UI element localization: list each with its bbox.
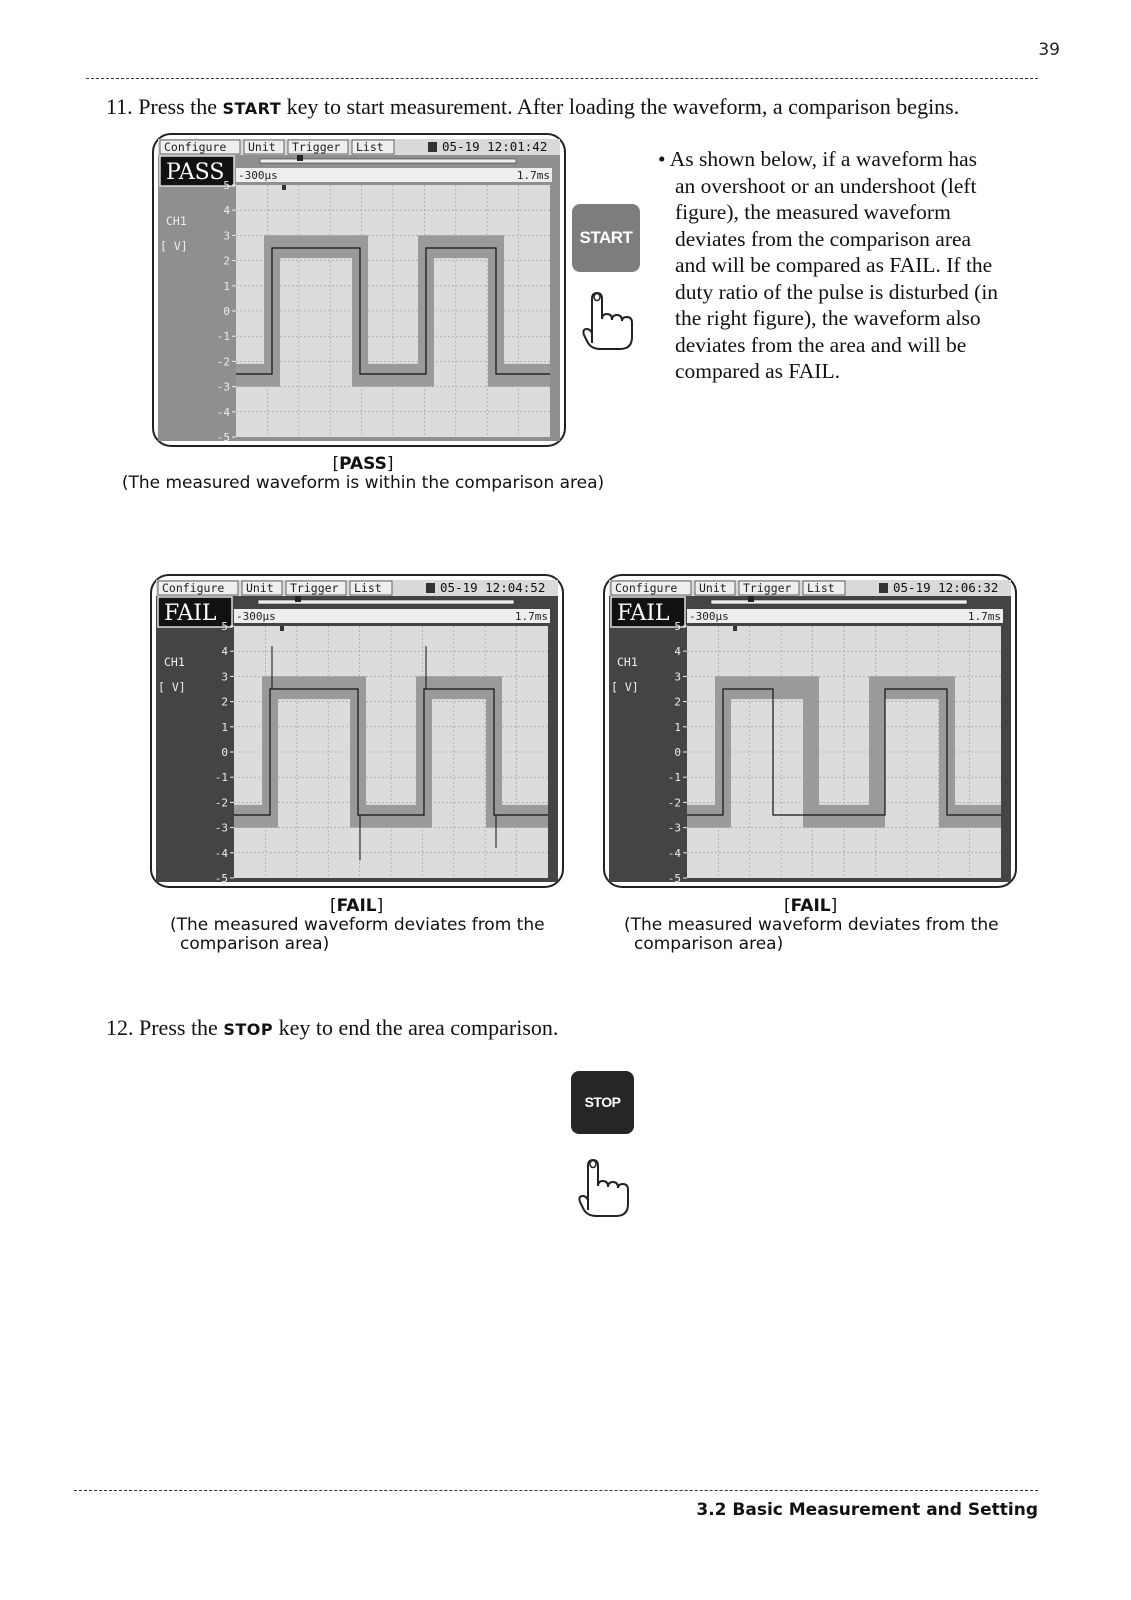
start-key[interactable]: START bbox=[572, 204, 640, 272]
time-start: -300µs bbox=[236, 610, 276, 623]
tab-label: Trigger bbox=[290, 581, 339, 595]
oscilloscope-screen bbox=[150, 574, 564, 888]
step-number: 11. bbox=[106, 94, 133, 119]
caption-description-cont: comparison area) bbox=[180, 934, 330, 954]
comparison-area-band bbox=[236, 364, 264, 387]
tab-label: List bbox=[807, 581, 835, 595]
unit-label: [ V] bbox=[611, 680, 639, 694]
oscilloscope-screen bbox=[603, 574, 1017, 888]
y-tick-label: -4 bbox=[216, 405, 230, 419]
y-tick-label: 1 bbox=[223, 279, 230, 293]
y-tick-label: 5 bbox=[223, 179, 230, 192]
time-end: 1.7ms bbox=[967, 610, 1001, 623]
comparison-area-band bbox=[955, 805, 1001, 828]
channel-label: CH1 bbox=[166, 214, 187, 228]
caption-description: (The measured waveform deviates from the bbox=[624, 915, 999, 935]
y-tick-label: 1 bbox=[674, 720, 681, 734]
y-tick-label: 3 bbox=[221, 670, 228, 684]
tab-label: List bbox=[354, 581, 382, 595]
caption-title: [PASS] bbox=[332, 454, 394, 474]
y-tick-label: 5 bbox=[674, 620, 681, 633]
status-text: PASS bbox=[166, 160, 225, 185]
fail-duty-screen bbox=[603, 574, 1017, 888]
time-end: 1.7ms bbox=[516, 169, 550, 182]
comparison-area-band bbox=[504, 364, 550, 387]
y-tick-label: 3 bbox=[674, 670, 681, 684]
y-tick-label: 0 bbox=[221, 746, 228, 759]
footer-rule bbox=[74, 1490, 1038, 1491]
y-tick-label: 2 bbox=[674, 695, 681, 709]
header-rule bbox=[86, 78, 1038, 79]
bullet-marker: • bbox=[658, 147, 666, 171]
caption-description: (The measured waveform deviates from the bbox=[170, 915, 545, 935]
stop-key[interactable]: STOP bbox=[571, 1071, 634, 1134]
bullet-line-3: figure), the measured waveform bbox=[675, 200, 951, 224]
step-12 bbox=[106, 1015, 558, 1041]
explanation-bullet bbox=[658, 146, 998, 385]
y-tick-label: -2 bbox=[667, 796, 681, 810]
y-tick-label: -4 bbox=[214, 846, 228, 860]
y-tick-label: -5 bbox=[216, 431, 230, 444]
datetime: 05-19 12:04:52 bbox=[440, 580, 546, 595]
step-number: 12. bbox=[106, 1015, 134, 1040]
y-tick-label: -2 bbox=[214, 796, 228, 810]
time-strip bbox=[236, 168, 552, 182]
stop-key-label: STOP bbox=[223, 1020, 274, 1039]
trigger-position-marker bbox=[297, 155, 303, 161]
tab-label: Trigger bbox=[743, 581, 792, 595]
bullet-line-7: the right figure), the waveform also bbox=[675, 306, 981, 330]
caption-title: [FAIL] bbox=[784, 896, 838, 916]
bullet-line-5: and will be compared as FAIL. If the bbox=[675, 253, 993, 277]
unit-label: [ V] bbox=[160, 239, 188, 253]
time-start: -300µs bbox=[689, 610, 729, 623]
bullet-line-8: deviates from the area and will be bbox=[675, 332, 967, 357]
fail-overshoot-screen bbox=[150, 574, 564, 888]
channel-label: CH1 bbox=[164, 655, 185, 669]
y-tick-label: 2 bbox=[221, 695, 228, 709]
trigger-position-marker bbox=[748, 596, 754, 602]
tab-label: List bbox=[356, 140, 384, 154]
printer-icon bbox=[879, 583, 888, 593]
comparison-area-band bbox=[687, 805, 715, 828]
oscilloscope-screen bbox=[152, 133, 566, 447]
bullet-line-2: an overshoot or an undershoot (left bbox=[675, 173, 977, 198]
y-tick-label: -5 bbox=[667, 872, 681, 885]
tab-label: Configure bbox=[164, 140, 227, 154]
unit-label: [ V] bbox=[158, 680, 186, 694]
printer-icon bbox=[428, 142, 437, 152]
channel-label: CH1 bbox=[617, 655, 638, 669]
pointing-hand-icon bbox=[574, 1152, 634, 1222]
step-text-post: key to end the area comparison. bbox=[278, 1015, 559, 1040]
status-text: FAIL bbox=[164, 601, 217, 626]
trigger-marker bbox=[280, 626, 284, 631]
y-tick-label: 5 bbox=[221, 620, 228, 633]
datetime: 05-19 12:01:42 bbox=[442, 139, 548, 154]
y-tick-label: -1 bbox=[216, 330, 230, 344]
pass-screen bbox=[152, 133, 566, 447]
comparison-area-band bbox=[366, 805, 416, 828]
y-tick-label: 4 bbox=[674, 645, 681, 659]
tab-label: Unit bbox=[246, 581, 274, 595]
caption-description-cont: comparison area) bbox=[634, 934, 784, 954]
y-tick-label: -1 bbox=[214, 771, 228, 785]
y-tick-label: 3 bbox=[223, 229, 230, 243]
time-end: 1.7ms bbox=[514, 610, 548, 623]
start-key-label: START bbox=[222, 99, 282, 118]
comparison-area-band bbox=[234, 805, 262, 828]
tab-label: Unit bbox=[248, 140, 276, 154]
bullet-line-4: deviates from the comparison area bbox=[675, 226, 972, 251]
time-start: -300µs bbox=[238, 169, 278, 182]
y-tick-label: -3 bbox=[214, 821, 228, 835]
bullet-line-1 bbox=[658, 146, 998, 173]
y-tick-label: 2 bbox=[223, 254, 230, 268]
trigger-marker bbox=[733, 626, 737, 631]
y-tick-label: 0 bbox=[223, 305, 230, 318]
pass-caption bbox=[120, 455, 606, 493]
caption-description: (The measured waveform is within the comparison area) bbox=[121, 473, 605, 493]
bullet-line-text: As shown below, if a waveform has bbox=[669, 147, 978, 171]
tab-label: Trigger bbox=[292, 140, 341, 154]
caption-title: [FAIL] bbox=[330, 896, 384, 916]
datetime: 05-19 12:06:32 bbox=[893, 580, 999, 595]
bullet-line-9: compared as FAIL. bbox=[675, 359, 840, 383]
y-tick-label: -2 bbox=[216, 355, 230, 369]
tab-label: Unit bbox=[699, 581, 727, 595]
page-number: 39 bbox=[1038, 40, 1060, 60]
comparison-area-edge bbox=[869, 676, 885, 827]
step-text-pre: Press the bbox=[139, 1015, 218, 1040]
y-tick-label: -3 bbox=[216, 380, 230, 394]
time-strip bbox=[687, 609, 1003, 623]
step-text-post: key to start measurement. After loading the waveform, a comparison begins. bbox=[286, 94, 960, 119]
y-tick-label: -3 bbox=[667, 821, 681, 835]
y-tick-label: 4 bbox=[221, 645, 228, 659]
time-strip bbox=[234, 609, 550, 623]
y-tick-label: 1 bbox=[221, 720, 228, 734]
pointing-hand-icon bbox=[578, 285, 638, 355]
tab-label: Configure bbox=[615, 581, 678, 595]
y-tick-label: -4 bbox=[667, 846, 681, 860]
fail-right-caption bbox=[624, 897, 999, 954]
y-tick-label: 4 bbox=[223, 204, 230, 218]
trigger-marker bbox=[282, 185, 286, 190]
printer-icon bbox=[426, 583, 435, 593]
tab-label: Configure bbox=[162, 581, 225, 595]
comparison-area-band bbox=[502, 805, 548, 828]
comparison-area-band bbox=[819, 805, 869, 828]
bullet-line-6: duty ratio of the pulse is disturbed (in bbox=[675, 279, 999, 304]
y-tick-label: 0 bbox=[674, 746, 681, 759]
step-text-pre: Press the bbox=[138, 94, 218, 119]
step-11 bbox=[106, 94, 959, 120]
y-tick-label: -5 bbox=[214, 872, 228, 885]
comparison-area-edge bbox=[803, 676, 819, 827]
trigger-position-marker bbox=[295, 596, 301, 602]
comparison-area-band bbox=[368, 364, 418, 387]
section-title: 3.2 Basic Measurement and Setting bbox=[696, 1500, 1038, 1520]
status-text: FAIL bbox=[617, 601, 670, 626]
y-tick-label: -1 bbox=[667, 771, 681, 785]
fail-left-caption bbox=[170, 897, 545, 954]
